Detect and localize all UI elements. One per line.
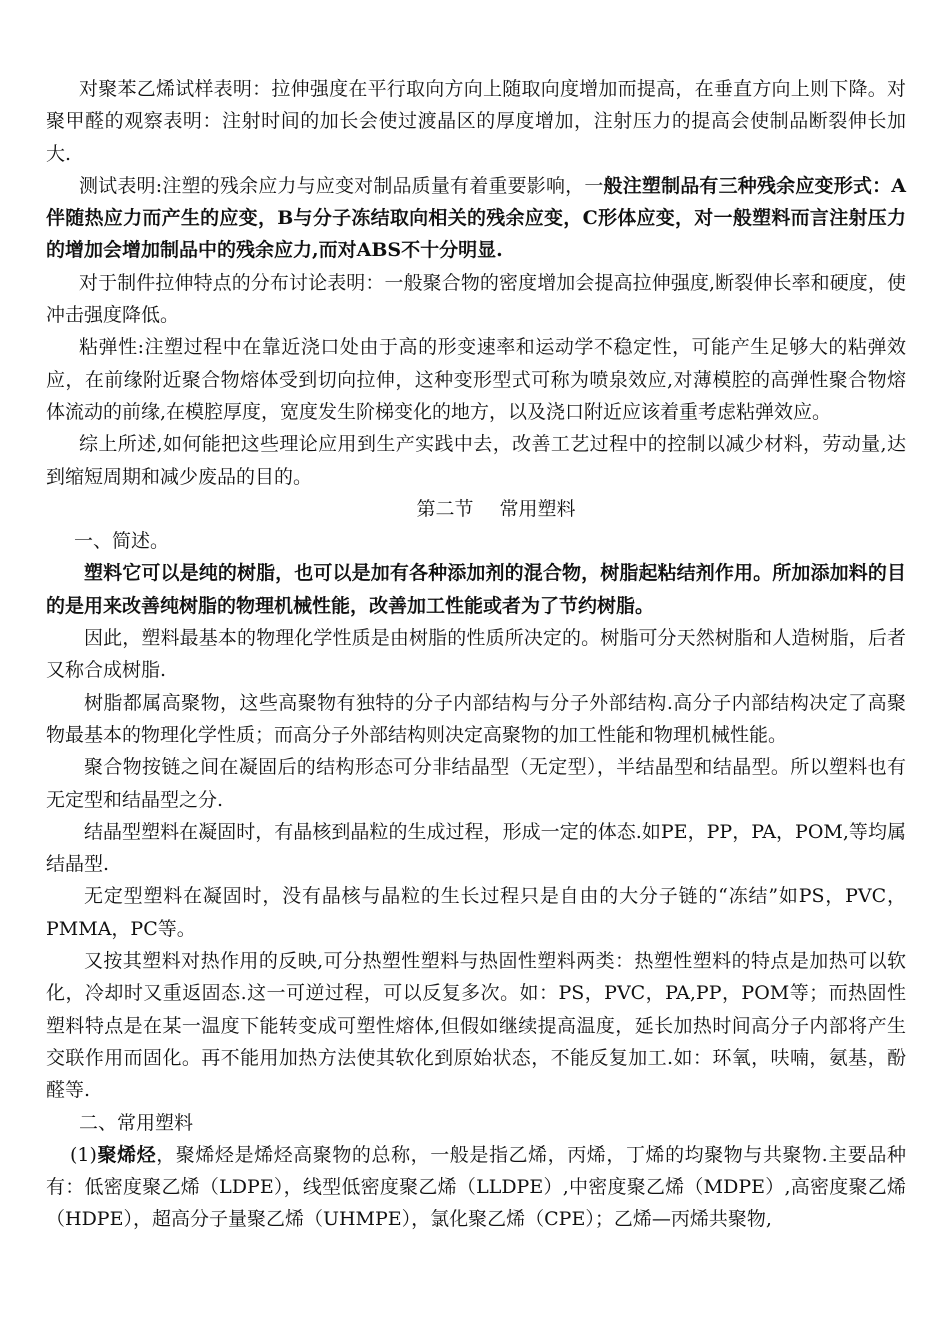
paragraph-summary: 综上所述,如何能把这些理论应用到生产实践中去，改善工艺过程中的控制以减少材料，劳动量,达到缩短周期和减少废品的目的。 [46, 433, 906, 488]
item-description: ，聚烯烃是烯烃高聚物的总称，一般是指乙烯，丙烯，丁烯的均聚物与共聚物.主要品种有：低密度聚乙烯（LDPE），线型低密度聚乙烯（LLDPE）,中密度聚乙烯（MDPE）,高密度聚乙烯（HDPE），超高分子量聚乙烯（UHMPE），氯化聚乙烯（CPE）；乙烯—丙烯共聚物, [46, 1143, 906, 1231]
paragraph-polymer-structure: 树脂都属高聚物，这些高聚物有独特的分子内部结构与分子外部结构.高分子内部结构决定了高聚物最基本的物理化学性质；而高分子外部结构则决定高聚物的加工性能和物理机械性能。 [46, 691, 906, 746]
paragraph-resin-types: 因此，塑料最基本的物理化学性质是由树脂的性质所决定的。树脂可分天然树脂和人造树脂，后者又称合成树脂. [46, 627, 906, 682]
paragraph-crystalline: 结晶型塑料在凝固时，有晶核到晶粒的生成过程，形成一定的体态.如PE，PP，PA，POM,等均属结晶型. [46, 820, 906, 876]
paragraph-plastics-definition: 塑料它可以是纯的树脂，也可以是加有各种添加剂的混合物，树脂起粘结剂作用。所加添加料的目的是用来改善纯树脂的物理机械性能，改善加工性能或者为了节约树脂。 [46, 562, 906, 617]
paragraph-polyolefin [46, 1139, 906, 1236]
section-title: 常用塑料 [499, 497, 576, 520]
paragraph-crystallinity: 聚合物按链之间在凝固后的结构形态可分非结晶型（无定型），半结晶型和结晶型。所以塑料也有无定型和结晶型之分. [46, 756, 906, 811]
item-term: 聚烯烃 [96, 1143, 157, 1166]
subsection-heading-overview: 一、简述。 [74, 530, 170, 553]
item-number: (1) [70, 1143, 97, 1166]
residual-stress-text: 测试表明:注塑的残余应力与应变对制品质量有着重要影响，一 [79, 174, 604, 197]
paragraph-tensile: 对于制件拉伸特点的分布讨论表明：一般聚合物的密度增加会提高拉伸强度,断裂伸长率和硬度，使冲击强度降低。 [46, 271, 906, 327]
paragraph-polystyrene: 对聚苯乙烯试样表明：拉伸强度在平行取向方向上随取向度增加而提高，在垂直方向上则下降。对聚甲醛的观察表明：注射时间的加长会使过渡晶区的厚度增加，注射压力的提高会使制品断裂伸长加大. [46, 78, 906, 165]
paragraph-thermo: 又按其塑料对热作用的反映,可分热塑性塑料与热固性塑料两类：热塑性塑料的特点是加热可以软化，冷却时又重返固态.这一可逆过程，可以反复多次。如：PS，PVC，PA,PP，POM等；而热固性塑料特点是在某一温度下能转变成可塑性熔体,但假如继续提高温度，延长加热时间高分子内部将产生交联作用而固化。再不能用加热方法使其软化到原始状态，不能反复加工.如：环氧，呋喃，氨基，酚醛等. [46, 950, 906, 1102]
section-heading [46, 493, 906, 525]
section-number: 第二节 [416, 497, 474, 520]
paragraph-viscoelastic: 粘弹性:注塑过程中在靠近浇口处由于高的形变速率和运动学不稳定性，可能产生足够大的粘弹效应，在前缘附近聚合物熔体受到切向拉伸，这种变形型式可称为喷泉效应,对薄模腔的高弹性聚合物熔体流动的前缘,在模腔厚度，宽度发生阶梯变化的地方，以及浇口附近应该着重考虑粘弹效应。 [46, 336, 906, 423]
residual-stress-bold: 般注塑制品有三种残余应变形式：A伴随热应力而产生的应变，B与分子冻结取向相关的残余应变，C形体应变，对一般塑料而言注射压力的增加会增加制品中的残余应力,而对ABS不十分明显. [46, 174, 906, 262]
paragraph-amorphous: 无定型塑料在凝固时，没有晶核与晶粒的生长过程只是自由的大分子链的“冻结”如PS，PVC，PMMA，PC等。 [46, 885, 906, 940]
paragraph-residual-stress [46, 170, 906, 267]
subsection-heading-common: 二、常用塑料 [79, 1111, 194, 1134]
